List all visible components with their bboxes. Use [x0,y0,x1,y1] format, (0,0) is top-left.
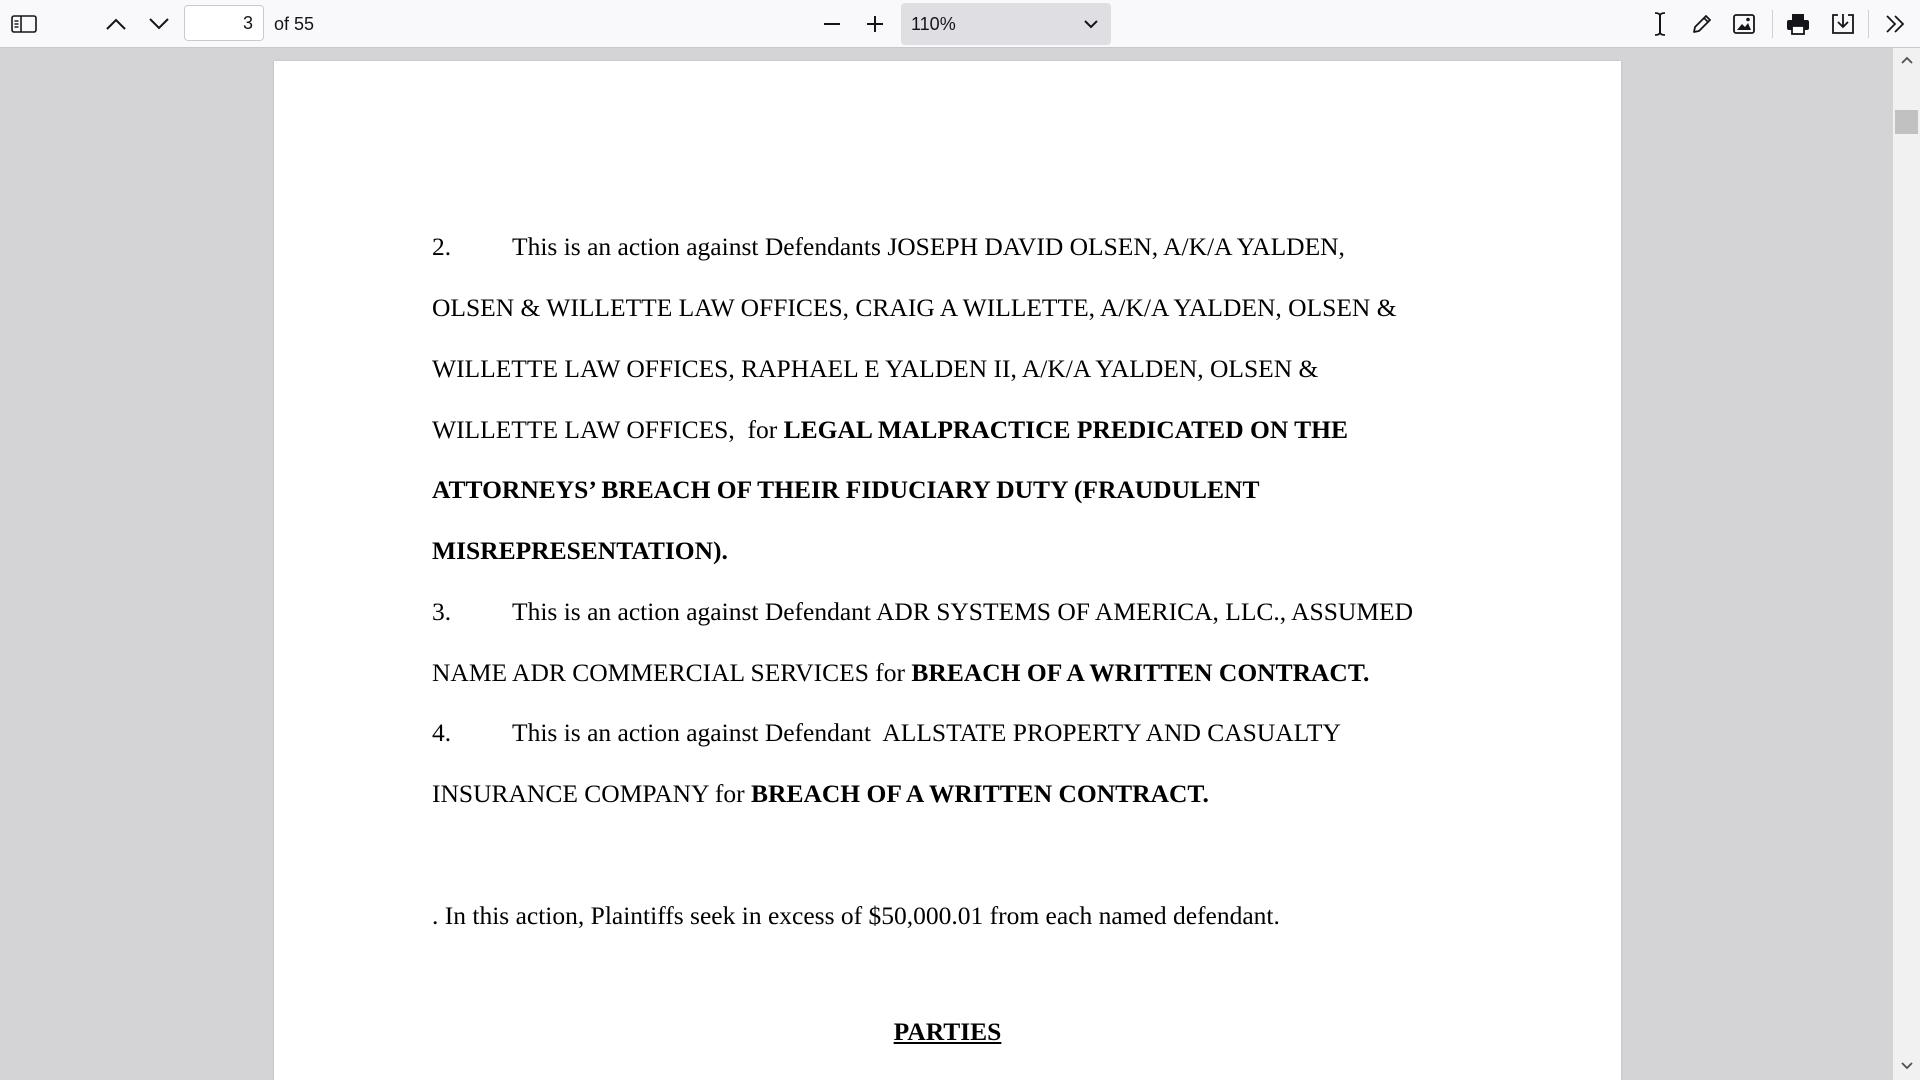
zoom-in-button[interactable] [855,4,895,44]
plus-icon [864,13,886,35]
paragraph-5: . In this action, Plaintiffs seek in excess of $50,000.01 from each named defendant. [432,901,1280,930]
section-heading-parties: PARTIES [893,1017,1002,1046]
paragraph-2-line-6: MISREPRESENTATION). [432,536,728,565]
page-number-input[interactable] [184,5,264,41]
save-button[interactable] [1823,4,1863,44]
image-icon [1732,13,1756,35]
paragraph-4-line-2: INSURANCE COMPANY for BREACH OF A WRITTEN CONTRACT. [432,779,1209,808]
double-chevron-right-icon [1883,13,1907,35]
pdf-page [274,61,1621,1080]
scroll-up-button[interactable] [1893,50,1920,72]
paragraph-number: 3. [432,597,452,626]
page-count-label: of 55 [274,14,315,34]
next-page-button[interactable] [139,4,179,44]
paragraph-number: 4. [432,718,452,747]
zoom-out-button[interactable] [812,4,852,44]
paragraph-3-line-2: NAME ADR COMMERCIAL SERVICES for BREACH OF A WRITTEN CONTRACT. [432,658,1370,687]
sidebar-toggle-button[interactable] [4,4,44,44]
zoom-value: 110% [911,14,956,34]
pdf-toolbar [0,0,1920,48]
paragraph-3-line-1: 3. This is an action against Defendant ADR SYSTEMS OF AMERICA, LLC., ASSUMED [432,597,1414,626]
chevron-down-icon [148,17,170,31]
paragraph-2-line-1: 2. This is an action against Defendants JOSEPH DAVID OLSEN, A/K/A YALDEN, [432,232,1345,261]
scroll-down-button[interactable] [1893,1056,1920,1078]
chevron-up-icon [1900,52,1914,70]
zoom-select[interactable] [901,3,1111,45]
download-icon [1830,12,1856,36]
more-tools-button[interactable] [1875,4,1915,44]
sidebar-toggle-icon [11,14,37,34]
vertical-scrollbar[interactable] [1893,48,1920,1080]
pencil-icon [1690,12,1714,36]
paragraph-2-line-4: WILLETTE LAW OFFICES, for LEGAL MALPRACTICE PREDICATED ON THE [432,415,1348,444]
chevron-down-icon [1900,1058,1914,1076]
text-tool-button[interactable] [1640,4,1680,44]
document-viewer[interactable] [0,48,1893,1080]
toolbar-separator [1772,10,1773,38]
paragraph-4-line-1: 4. This is an action against Defendant ALLSTATE PROPERTY AND CASUALTY [432,718,1341,747]
paragraph-2-line-5: ATTORNEYS’ BREACH OF THEIR FIDUCIARY DUTY (FRAUDULENT [432,475,1260,504]
minus-icon [821,13,843,35]
print-button[interactable] [1778,4,1818,44]
chevron-up-icon [105,17,127,31]
image-tool-button[interactable] [1724,4,1764,44]
text-cursor-icon [1651,11,1669,37]
paragraph-number: 2. [432,232,452,261]
paragraph-2-line-3: WILLETTE LAW OFFICES, RAPHAEL E YALDEN II, A/K/A YALDEN, OLSEN & [432,354,1319,383]
scrollbar-thumb[interactable] [1895,110,1918,134]
toolbar-separator [1868,10,1869,38]
printer-icon [1785,12,1811,36]
previous-page-button[interactable] [96,4,136,44]
draw-tool-button[interactable] [1682,4,1722,44]
paragraph-2-line-2: OLSEN & WILLETTE LAW OFFICES, CRAIG A WILLETTE, A/K/A YALDEN, OLSEN & [432,293,1397,322]
chevron-down-icon [1083,17,1099,35]
